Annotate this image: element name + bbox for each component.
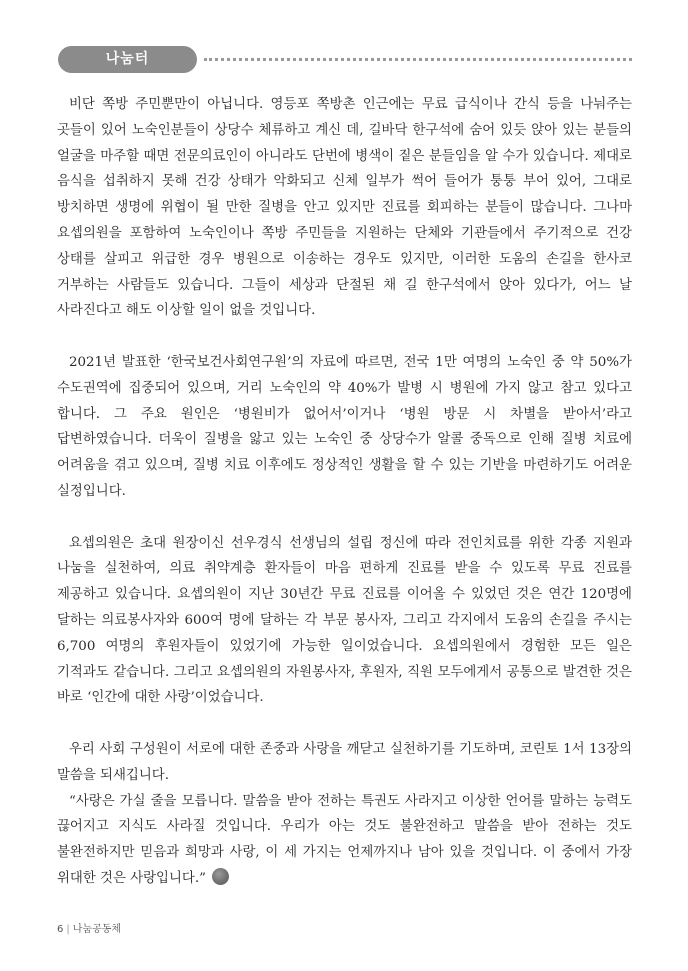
- scripture-quote: [57, 789, 632, 892]
- quote-text: “사랑은 가실 줄을 모릅니다. 말씀을 받아 전하는 특권도 사라지고 이상한 언어를 말하는 능력도 끊어지고 지식도 사라질 것입니다. 우리가 아는 것도 불완전하고 말씀을 받아 전하는 것도 불완전하지만 믿음과 희망과 사랑, 이 세 가지는 언제까지나 남아 있을 것입니다. 이 중에서 가장 위대한 것은 사랑입니다.”: [57, 793, 632, 886]
- page-number: 6: [57, 924, 64, 935]
- section-label: 나눔터: [58, 46, 197, 73]
- header-dotted-rule: [204, 58, 632, 61]
- article-body: [57, 92, 632, 892]
- end-mark-icon: [212, 868, 229, 885]
- paragraph-1: 비단 쪽방 주민뿐만이 아닙니다. 영등포 쪽방촌 인근에는 무료 급식이나 간식 등을 나눠주는 곳들이 있어 노숙인분들이 상당수 체류하고 계신 데, 길바닥 한구석에 숨어 있듯 앉아 있는 분들의 얼굴을 마주할 때면 전문의료인이 아니라도 단번에 병색이 짙은 분들임을 알 수가 있습니다. 제대로 음식을 섭취하지 못해 건강 상태가 악화되고 신체 일부가 썩어 들어가 퉁퉁 부어 있어, 그대로 방치하면 생명에 위협이 될 만한 질병을 안고 있지만 진료를 회피하는 분들이 많습니다. 그나마 요셉의원을 포함하여 노숙인이나 쪽방 주민들을 지원하는 단체와 기관들에서 주기적으로 건강 상태를 살피고 위급한 경우 병원으로 이송하는 경우도 있지만, 이러한 도움의 손길을 한사코 거부하는 사람들도 있습니다. 그들이 세상과 단절된 채 길 한구석에서 앉아 있다가, 어느 날 사라진다고 해도 이상할 일이 없을 것입니다.: [57, 97, 632, 319]
- publication-name: 나눔공동체: [72, 924, 122, 935]
- paragraph-4: 우리 사회 구성원이 서로에 대한 존중과 사랑을 깨닫고 실천하기를 기도하며, 코린토 1서 13장의 말씀을 되새깁니다.: [57, 741, 632, 783]
- paragraph-2: 2021년 발표한 ‘한국보건사회연구원’의 자료에 따르면, 전국 1만 여명의 노숙인 중 약 50%가 수도권역에 집중되어 있으며, 거리 노숙인의 약 40%가 발병 시 병원에 가지 않고 참고 있다고 합니다. 그 주요 원인은 ‘병원비가 없어서’이거나 ‘병원 방문 시 차별을 받아서’라고 답변하였습니다. 더욱이 질병을 앓고 있는 노숙인 중 상당수가 알콜 중독으로 인해 질병 치료에 어려움을 겪고 있으며, 질병 치료 이후에도 정상적인 생활을 할 수 있는 기반을 마련하기도 어려운 실정입니다.: [57, 354, 632, 499]
- page-footer: [57, 920, 121, 935]
- footer-separator: |: [66, 924, 70, 935]
- paragraph-3: 요셉의원은 초대 원장이신 선우경식 선생님의 설립 정신에 따라 전인치료를 위한 각종 지원과 나눔을 실천하여, 의료 취약계층 환자들이 마음 편하게 진료를 받을 수 있도록 무료 진료를 제공하고 있습니다. 요셉의원이 지난 30년간 무료 진료를 이어올 수 있었던 것은 연간 120명에 달하는 의료봉사자와 600여 명에 달하는 각 부문 봉사자, 그리고 각지에서 도움의 손길을 주시는 6,700 여명의 후원자들이 있었기에 가능한 일이었습니다. 요셉의원에서 경험한 모든 일은 기적과도 같습니다. 그리고 요셉의원의 자원봉사자, 후원자, 직원 모두에게서 공통으로 발견한 것은 바로 ‘인간에 대한 사랑’이었습니다.: [57, 535, 632, 706]
